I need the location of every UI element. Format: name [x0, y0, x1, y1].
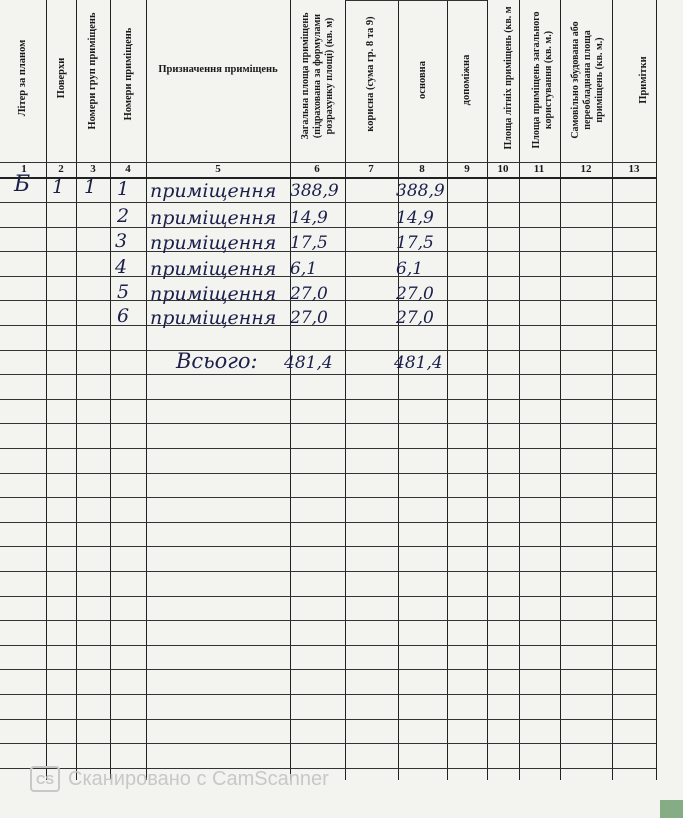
header-room-numbers: Номери приміщень [123, 27, 134, 121]
col-num: 5 [215, 163, 221, 175]
header-main-area: основна [417, 61, 428, 99]
row-rule [0, 743, 656, 744]
row-rule [0, 276, 656, 277]
col-num: 2 [58, 163, 64, 175]
room-purpose: приміщення [150, 307, 277, 329]
floor-value: 1 [52, 176, 65, 198]
row-rule [0, 251, 656, 252]
row-rule [0, 620, 656, 621]
room-main-area: 388,9 [396, 181, 445, 201]
room-number: 1 [117, 178, 130, 200]
row-rule [0, 596, 656, 597]
col-line [398, 0, 399, 780]
header-purpose: Призначення приміщень [158, 64, 278, 75]
page-corner-mark [660, 800, 683, 818]
room-total-area: 14,9 [290, 208, 328, 228]
row-rule [0, 546, 656, 547]
header-liter: Літер за планом [17, 39, 28, 117]
row-rule [0, 227, 656, 228]
room-number: 6 [117, 305, 130, 327]
row-rule [0, 350, 656, 351]
room-main-area: 27,0 [396, 284, 434, 304]
row-rule [0, 300, 656, 301]
row-rule [0, 325, 656, 326]
room-main-area: 6,1 [396, 259, 424, 279]
room-total-area: 17,5 [290, 233, 328, 253]
col-line [656, 0, 657, 780]
col-line [76, 0, 77, 780]
room-number: 4 [115, 256, 128, 278]
col-line [519, 0, 520, 780]
scanner-watermark [30, 767, 329, 791]
header-useful-area: корисна (сума гр. 8 та 9) [365, 16, 376, 132]
col-line [447, 0, 448, 780]
group-value: 1 [84, 176, 97, 198]
row-rule [0, 374, 656, 375]
col-num: 13 [628, 163, 640, 175]
col-num: 6 [314, 163, 320, 175]
header-group-numbers: Номери груп приміщень [87, 12, 98, 130]
watermark-text: Сканировано с CamScanner [68, 767, 329, 790]
col-num: 12 [580, 163, 592, 175]
row-rule [0, 522, 656, 523]
row-rule [0, 645, 656, 646]
col-line [612, 0, 613, 780]
room-purpose: приміщення [150, 258, 277, 280]
header-notes: Примітки [638, 56, 649, 104]
col-line [345, 0, 346, 780]
room-purpose: приміщення [150, 180, 277, 202]
row-rule [0, 669, 656, 670]
col-num: 1 [21, 163, 27, 175]
col-num: 10 [497, 163, 509, 175]
col-line [110, 0, 111, 780]
totals-label: Всього: [176, 349, 258, 373]
col-num: 7 [368, 163, 374, 175]
row-rule [0, 399, 656, 400]
room-main-area: 17,5 [396, 233, 434, 253]
liter-value: Б [14, 172, 31, 197]
row-rule [0, 423, 656, 424]
room-purpose: приміщення [150, 232, 277, 254]
subheader-line [345, 0, 487, 1]
header-summer-area: Площа літніх приміщень (кв. м [503, 6, 514, 150]
header-auxiliary-area: допоміжна [461, 54, 472, 106]
row-rule [0, 497, 656, 498]
header-floors: Поверхи [56, 57, 67, 99]
room-main-area: 14,9 [396, 208, 434, 228]
numbers-row-bottom [0, 177, 656, 179]
room-purpose: приміщення [150, 283, 277, 305]
row-rule [0, 719, 656, 720]
col-line [46, 0, 47, 780]
header-unauthorized-area: Самовільно збудована або переобладнана площа приміщень (кв. м.) [570, 21, 605, 139]
row-rule [0, 202, 656, 203]
room-number: 5 [117, 281, 130, 303]
col-line [146, 0, 147, 780]
header-common-area: Площа приміщень загального користування (кв. м.) [531, 11, 554, 149]
room-total-area: 27,0 [290, 308, 328, 328]
room-total-area: 6,1 [290, 259, 318, 279]
row-rule [0, 571, 656, 572]
row-rule [0, 694, 656, 695]
room-number: 3 [115, 230, 128, 252]
col-num: 11 [533, 163, 545, 175]
room-total-area: 27,0 [290, 284, 328, 304]
room-purpose: приміщення [150, 207, 277, 229]
col-line [560, 0, 561, 780]
camscanner-logo-icon: CS [30, 766, 60, 792]
room-main-area: 27,0 [396, 308, 434, 328]
row-rule [0, 448, 656, 449]
row-rule [0, 473, 656, 474]
totals-main-area: 481,4 [394, 353, 443, 373]
totals-total-area: 481,4 [284, 353, 333, 373]
col-line [487, 0, 488, 780]
col-num: 4 [125, 163, 131, 175]
room-total-area: 388,9 [290, 181, 339, 201]
header-total-area: Загальна площа приміщень (підрахована за формулами розрахунку площі) (кв. м) [300, 12, 335, 140]
col-line [290, 0, 291, 780]
room-number: 2 [117, 205, 130, 227]
col-num: 3 [90, 163, 96, 175]
col-num: 8 [419, 163, 425, 175]
col-num: 9 [464, 163, 470, 175]
